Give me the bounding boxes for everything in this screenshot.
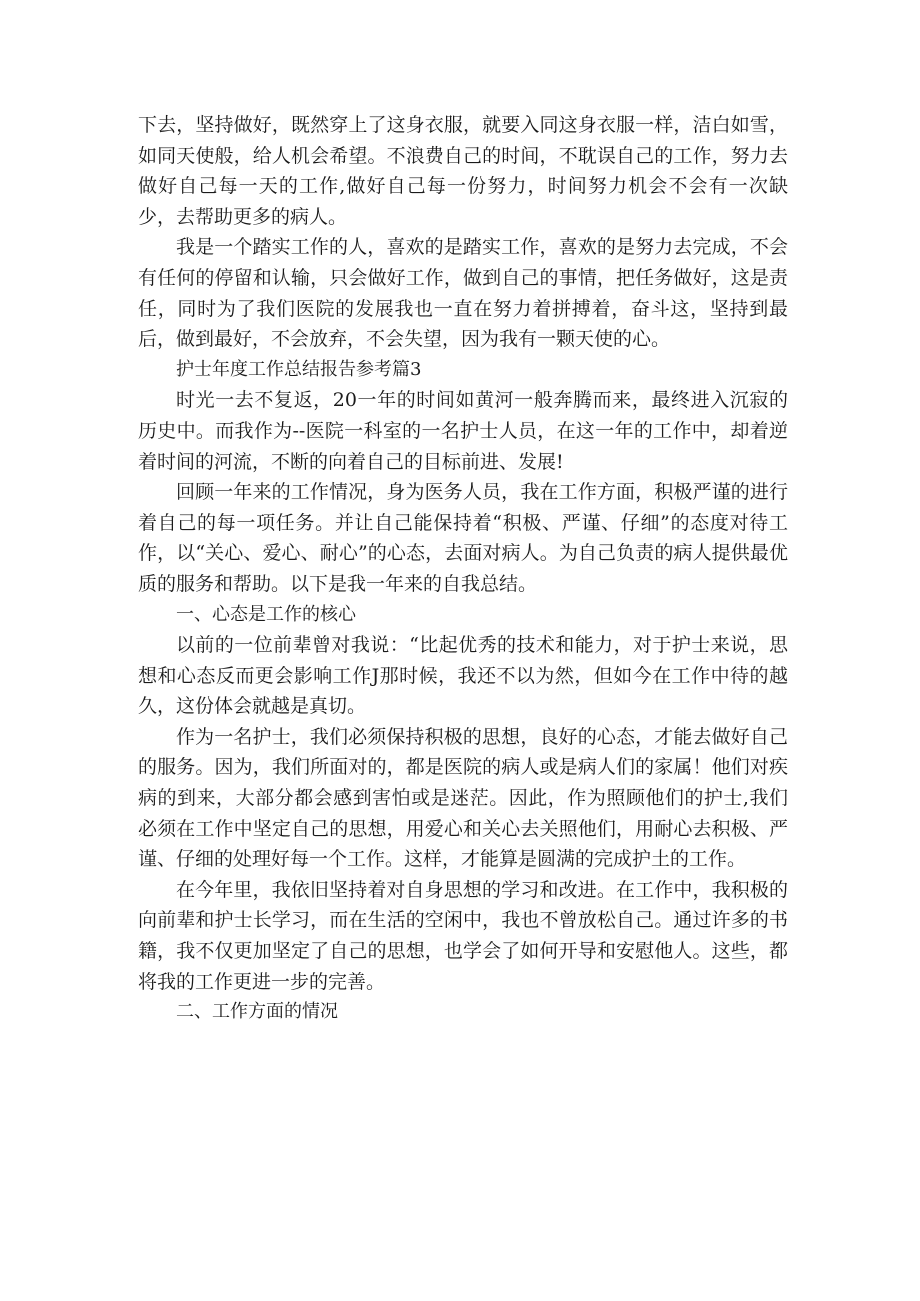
subsection-heading: 二、工作方面的情况 — [176, 1001, 338, 1023]
paragraph: 时光一去不复返，20一年的时间如黄河一般奔腾而来，最终进入沉寂的历史中。而我作为--医院一科室的一名护士人员，在这一年的工作中，却着逆着时间的河流，不断的向着自己的目标前进、发展! — [138, 389, 788, 473]
subsection-heading: 一、心态是工作的核心 — [176, 603, 356, 625]
paragraph: 回顾一年来的工作情况，身为医务人员，我在工作方面，积极严谨的进行着自己的每一项任务。并让自己能保持着“积极、严谨、仔细”的态度对待工作，以“关心、爱心、耐心”的心态，去面对病人。为自己负责的病人提供最优质的服务和帮助。以下是我一年来的自我总结。 — [138, 481, 788, 595]
paragraph: 作为一名护士，我们必须保持积极的思想，良好的心态，才能去做好自己的服务。因为，我们所面对的，都是医院的病人或是病人们的家属！他们对疾病的到来，大部分都会感到害怕或是迷茫。因此，作为照顾他们的护士,我们必须在工作中坚定自己的思想，用爱心和关心去关照他们，用耐心去积极、严谨、仔细的处理好每一个工作。这样，才能算是圆满的完成护土的工作。 — [138, 725, 788, 871]
section-title: 护士年度工作总结报告参考篇3 — [176, 358, 422, 380]
paragraph: 以前的一位前辈曾对我说：“比起优秀的技术和能力，对于护士来说，思想和心态反而更会影响工作J那时候，我还不以为然，但如今在工作中待的越久，这份体会就越是真切。 — [138, 634, 788, 718]
paragraph: 我是一个踏实工作的人，喜欢的是踏实工作，喜欢的是努力去完成，不会有任何的停留和认输，只会做好工作，做到自己的事情，把任务做好，这是责任，同时为了我们医院的发展我也一直在努力着拼搏着，奋斗这，坚持到最后，做到最好，不会放弃，不会失望，因为我有一颗天使的心。 — [138, 236, 788, 351]
paragraph: 在今年里，我依旧坚持着对自身思想的学习和改进。在工作中，我积极的向前辈和护士长学习，而在生活的空闲中，我也不曾放松自己。通过许多的书籍，我不仅更加坚定了自己的思想，也学会了如何开导和安慰他人。这些，都将我的工作更进一步的完善。 — [138, 878, 788, 993]
paragraph: 下去，坚持做好，既然穿上了这身衣服，就要入同这身衣服一样，洁白如雪，如同天使般，给人机会希望。不浪费自己的时间，不耽误自己的工作，努力去做好自己每一天的工作,做好自己每一份努力，时间努力机会不会有一次缺少，去帮助更多的病人。 — [138, 114, 788, 228]
document-body — [138, 110, 788, 1028]
